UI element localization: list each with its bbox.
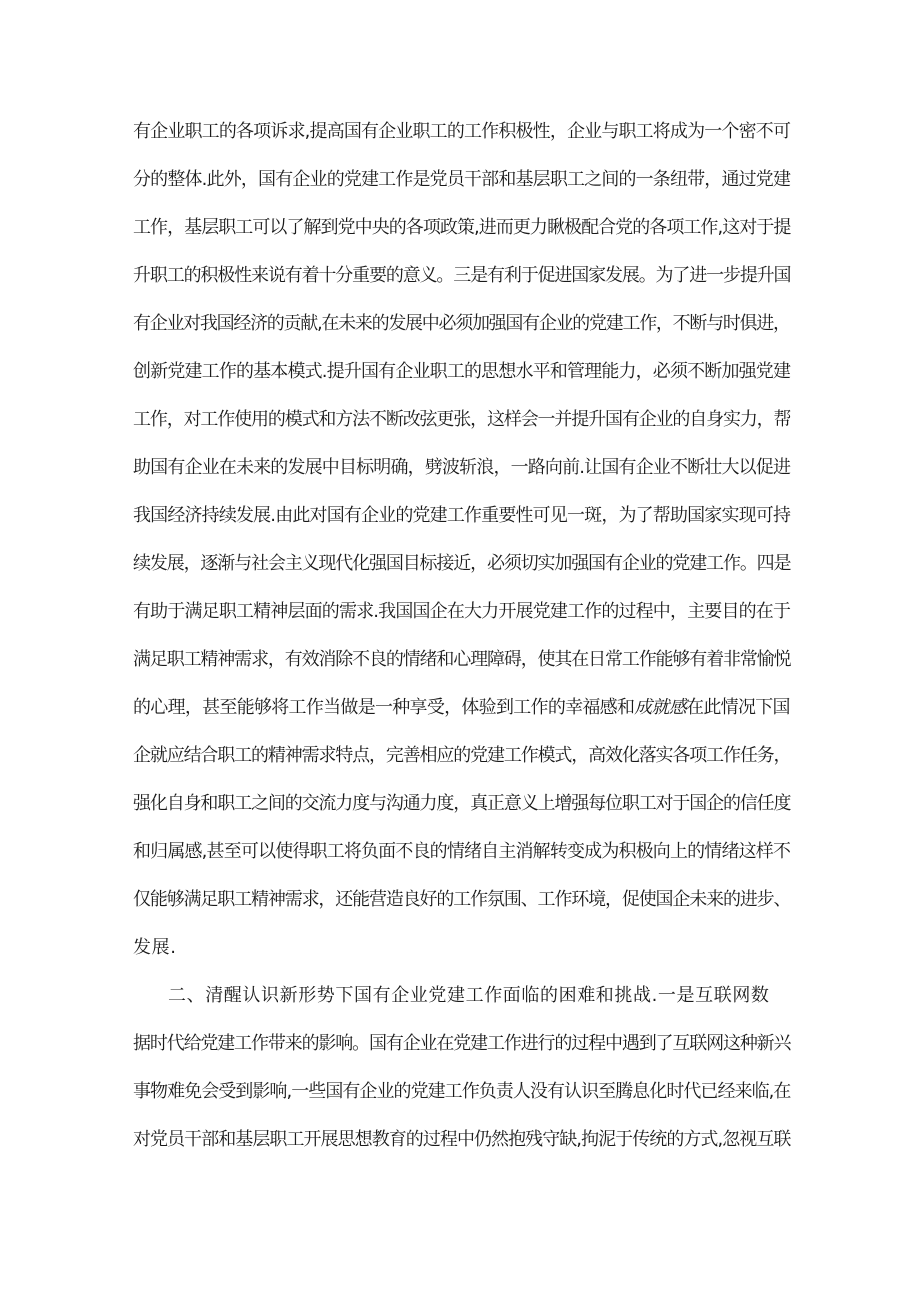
text-line: 据时代给党建工作带来的影响。国有企业在党建工作进行的过程中遇到了互联网这种新兴 — [133, 1033, 791, 1054]
text-line: 工作，基层职工可以了解到党中央的各项政策,进而更力瞅极配合党的各项工作,这对于提 — [133, 217, 791, 238]
text-span: 的心理，甚至能够将工作当做是一种享受，体验到工作的幸福感和 — [133, 697, 635, 718]
text-line: 满足职工精神需求，有效消除不良的情绪和心理障碍，使其在日常工作能够有着非常愉悦 — [133, 649, 791, 670]
text-line: 续发展，逐渐与社会主义现代化强国目标接近，必须切实加强国有企业的党建工作。四是 — [133, 553, 791, 574]
text-line — [133, 696, 790, 720]
text-line: 企就应结合职工的精神需求特点，完善相应的党建工作模式，高效化落实各项工作任务， — [133, 745, 791, 766]
text-line: 强化自身和职工之间的交流力度与沟通力度，真正意义上增强每位职工对于国企的信任度 — [133, 793, 791, 814]
text-line: 事物难免会受到影响,一些国有企业的党建工作负责人没有认识至腾息化时代已经来临,在 — [133, 1081, 791, 1102]
text-line: 对党员干部和基层职工开展思想教育的过程中仍然抱残守缺,拘泥于传统的方式,忽视互联 — [133, 1129, 791, 1150]
text-line: 有企业对我国经济的贡献,在未来的发展中必须加强国有企业的党建工作，不断与时俱进， — [133, 313, 790, 334]
text-line: 我国经济持续发展.由此对国有企业的党建工作重要性可见一斑，为了帮助国家实现可持 — [133, 505, 791, 526]
text-line: 发展. — [133, 937, 177, 958]
text-line: 和归属感,甚至可以使得职工将负面不良的情绪自主消解转变成为积极向上的情绪这样不 — [133, 841, 791, 862]
italic-text: 成就感 — [634, 697, 687, 718]
text-line: 有企业职工的各项诉求,提高国有企业职工的工作积极性，企业与职工将成为一个密不可 — [133, 121, 791, 142]
text-line: 升职工的积极性来说有着十分重要的意义。三是有利于促进国家发展。为了进一步提升国 — [133, 265, 791, 286]
text-line: 工作，对工作使用的模式和方法不断改弦更张，这样会一并提升国有企业的自身实力，帮 — [133, 409, 791, 430]
text-line: 创新党建工作的基本模式.提升国有企业职工的思想水平和管理能力，必须不断加强党建 — [133, 361, 791, 382]
section-heading-line: 二、清醒认识新形势下国有企业党建工作面临的困难和挑战.一是互联网数 — [168, 985, 770, 1006]
text-span: 在此情况下国 — [686, 697, 790, 718]
text-line: 仅能够满足职工精神需求，还能营造良好的工作氛围、工作环境，促使国企未来的进步、 — [133, 889, 791, 910]
text-line: 分的整体.此外，国有企业的党建工作是党员干部和基层职工之间的一条纽带，通过党建 — [133, 169, 791, 190]
text-line: 助国有企业在未来的发展中目标明确，劈波斩浪，一路向前.让国有企业不断壮大以促进 — [133, 457, 791, 478]
text-line: 有助于满足职工精神层面的需求.我国国企在大力开展党建工作的过程中，主要目的在于 — [133, 601, 791, 622]
